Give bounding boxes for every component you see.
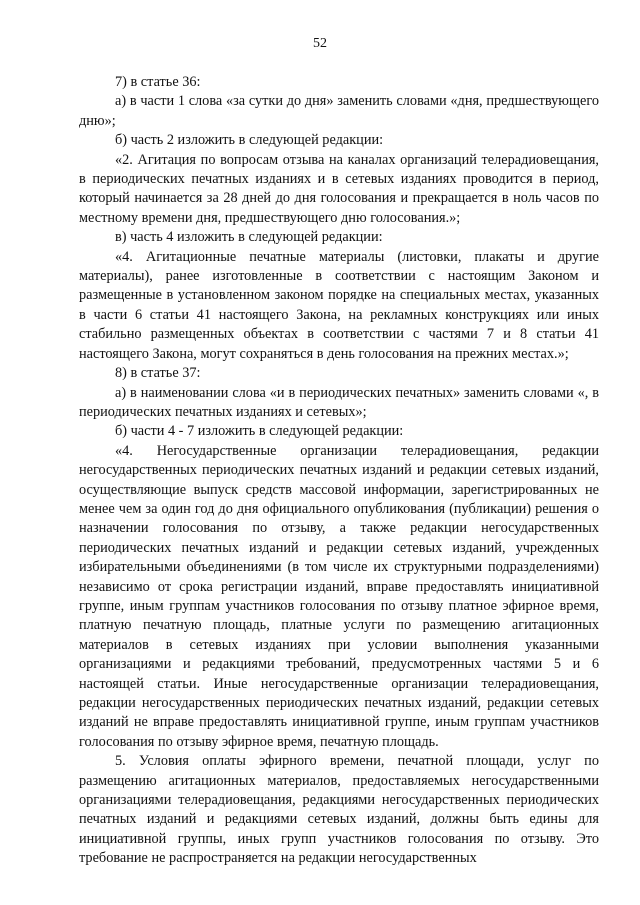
paragraph: в) часть 4 изложить в следующей редакции: [115, 229, 383, 246]
paragraph: «4. Агитационные печатные материалы (листовки, плакаты и другие материалы), ранее изготовленные в соответствии с настоящим Законом и размещенные в установленном законом порядке на специальных местах, указанных в части 6 статьи 41 настоящего Закона, на рекламных конструкциях или иных стабильно размещенных объектах в соответствии с частями 7 и 8 статьи 41 настоящего Закона, могут сохраняться в день голосования на прежних местах.»; [79, 248, 599, 362]
paragraph: б) часть 2 изложить в следующей редакции: [115, 132, 384, 149]
paragraph: 7) в статье 36: [115, 74, 201, 90]
paragraph: 5. Условия оплаты эфирного времени, печатной площади, услуг по размещению агитационных материалов, предоставляемых негосударственными организациями телерадиовещания, редакциями негосударственных периодических печатных изданий и редакциями сетевых изданий, должны быть едины для инициативной группы, иных групп участников голосования по отзыву. Это требование не распространяется на редакции негосударственных [79, 753, 599, 867]
paragraph: «4. Негосударственные организации телерадиовещания, редакции негосударственных периодических печатных изданий и редакции сетевых изданий, осуществляющие выпуск средств массовой информации, зарегистрированных не менее чем за один год до дня официального опубликования (публикации) решения о назначении голосования по отзыву, а также редакции негосударственных периодических печатных изданий и редакции сетевых изданий, учрежденных избирательными объединениями (в том числе их структурными подразделениями) независимо от срока регистрации изданий, вправе предоставлять инициативной группе, иным группам участников голосования по отзыву платное эфирное время, платную печатную площадь, платные услуги по размещению агитационных материалов в сетевых изданиях при условии выполнения указанными организациями и редакциями требований, предусмотренных частями 5 и 6 настоящей статьи. Иные негосударственные организации телерадиовещания, редакции негосударственных периодических печатных изданий, редакции сетевых изданий не вправе предоставлять инициативной группе, иным группам участников голосования по отзыву эфирное время, печатную площадь. [79, 442, 599, 750]
page-number: 52 [313, 36, 327, 51]
paragraph: а) в части 1 слова «за сутки до дня» заменить словами «дня, предшествующего дню»; [79, 93, 599, 129]
paragraph: а) в наименовании слова «и в периодических печатных» заменить словами «, в периодических печатных изданиях и сетевых»; [79, 384, 599, 420]
paragraph: «2. Агитация по вопросам отзыва на каналах организаций телерадиовещания, в периодических печатных изданиях и в сетевых изданиях проводится в период, который начинается за 28 дней до дня голосования и прекращается в ноль часов по местному времени дня, предшествующего дню голосования.»; [79, 151, 599, 226]
document-body [79, 73, 599, 869]
paragraph: 8) в статье 37: [115, 365, 201, 382]
paragraph: б) части 4 - 7 изложить в следующей редакции: [115, 423, 404, 440]
